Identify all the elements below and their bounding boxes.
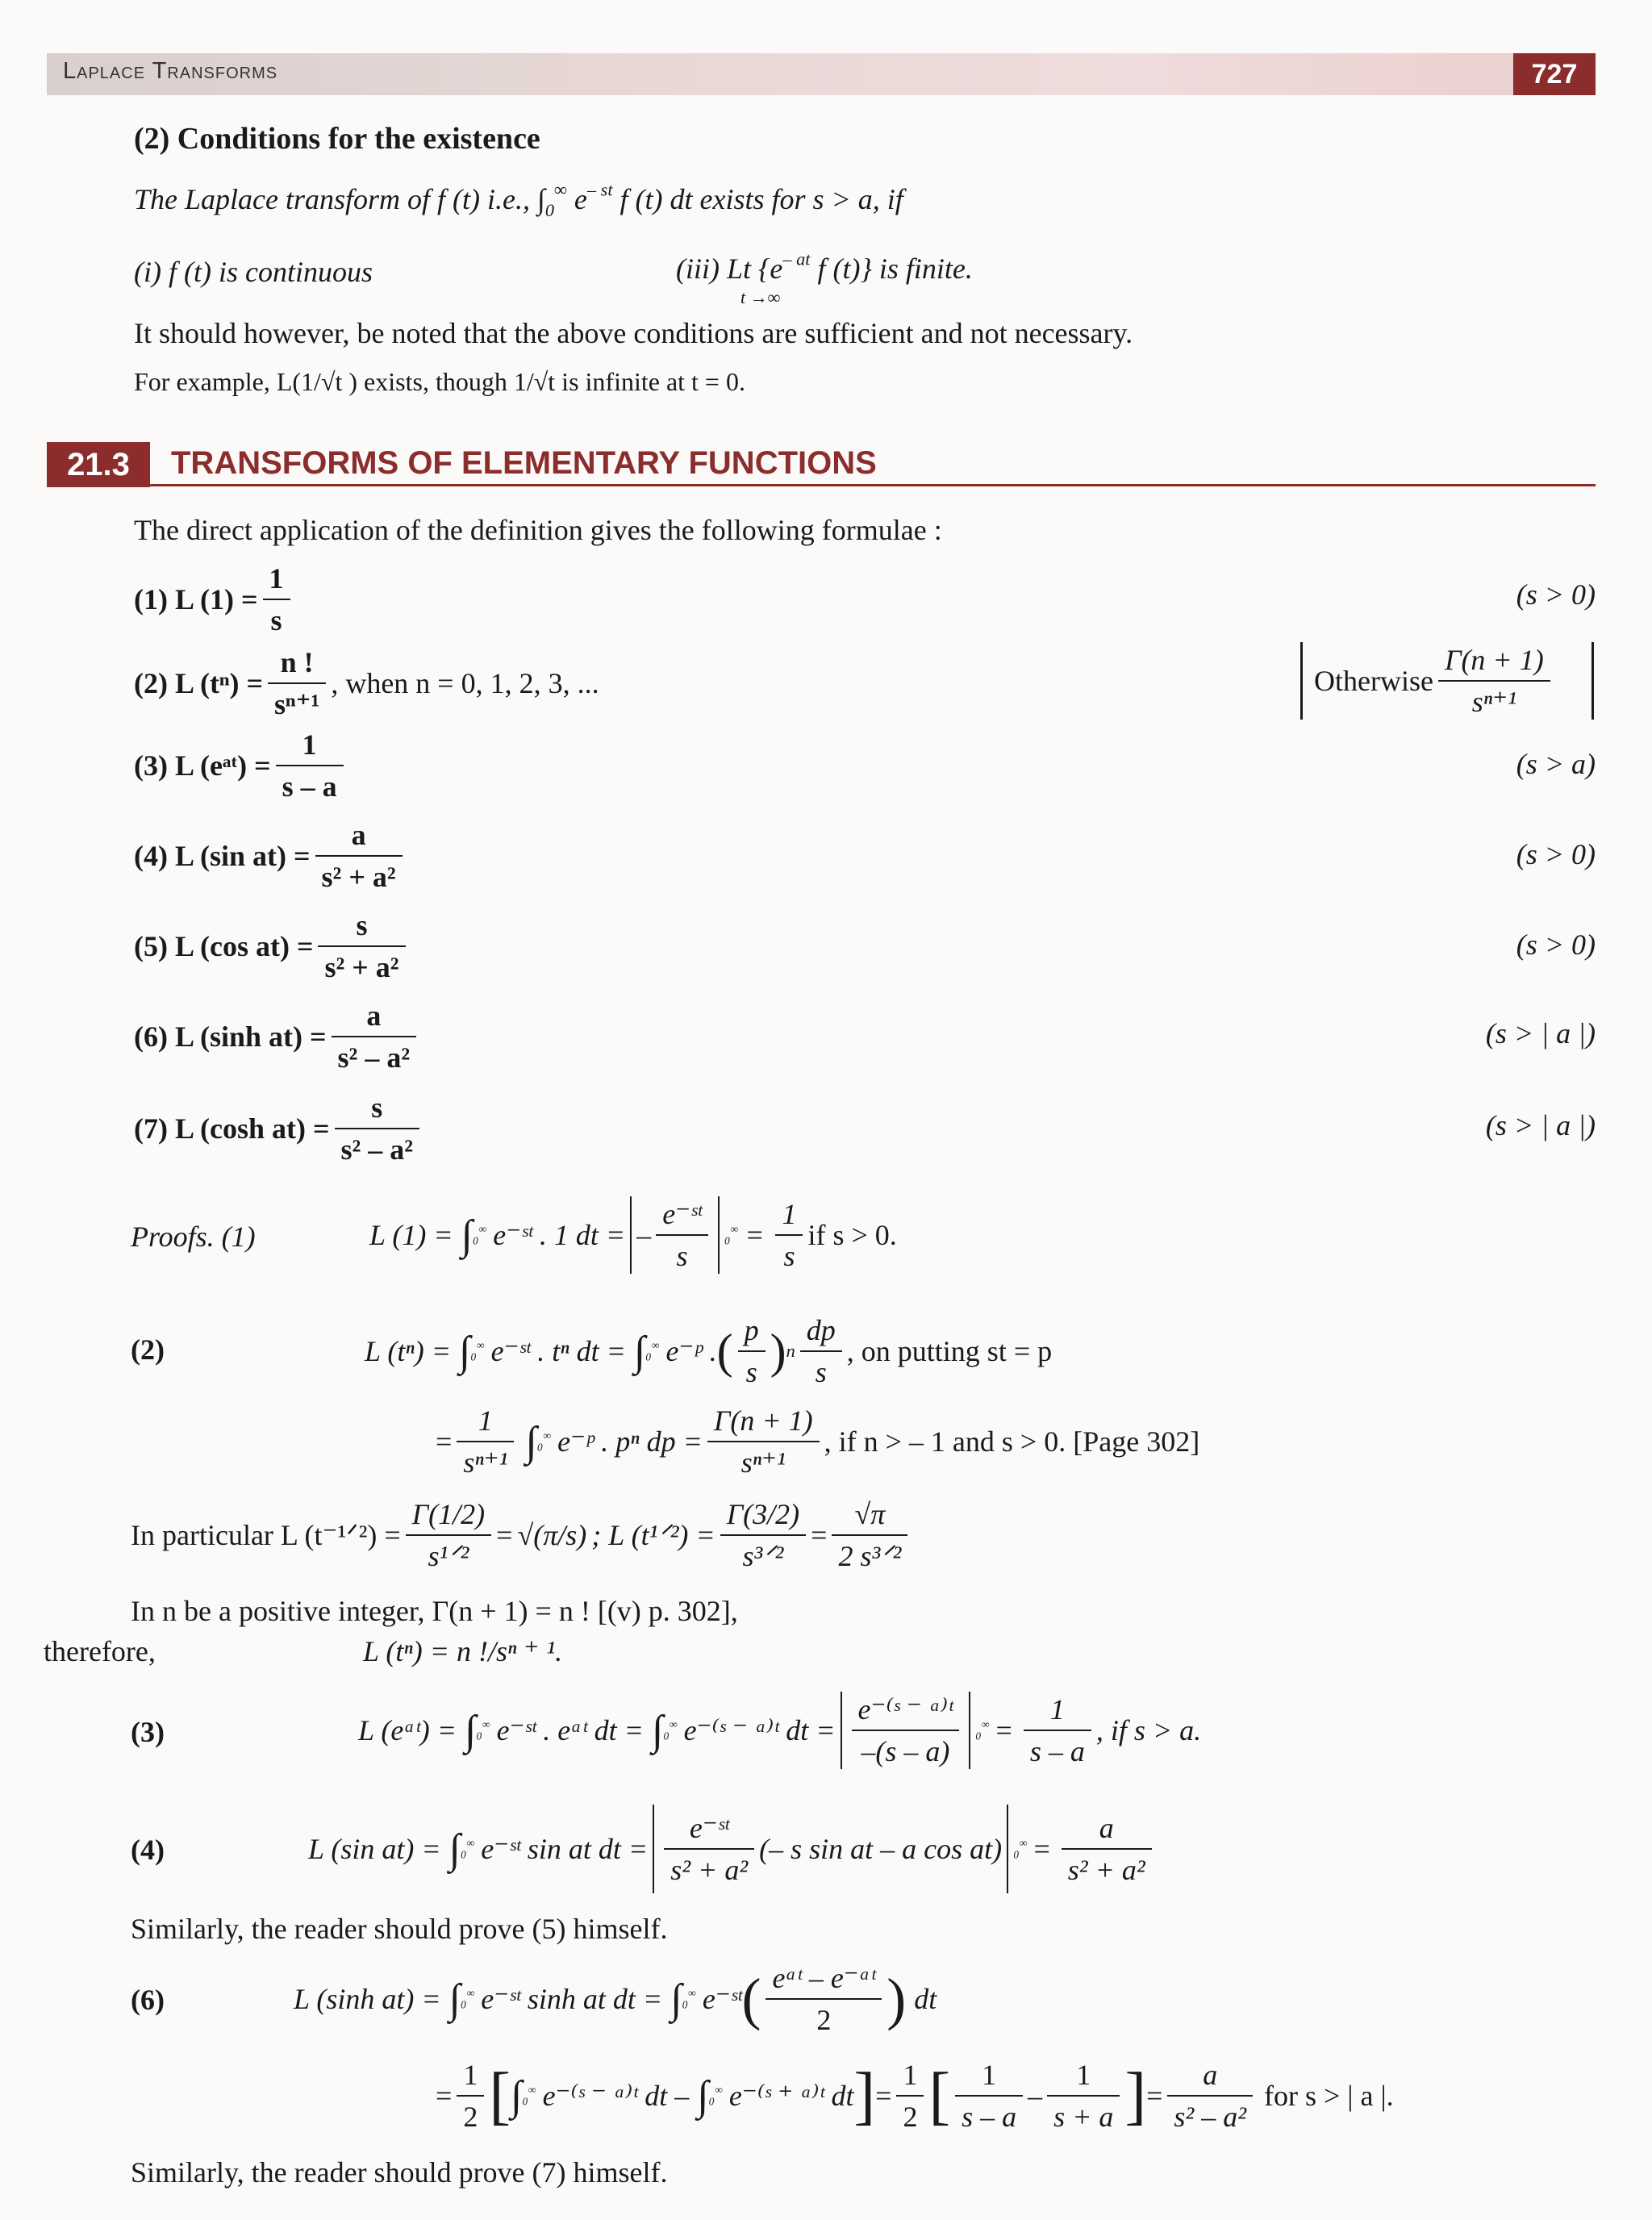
condition-i: (i) f (t) is continuous [134,256,373,288]
proof-1: L (1) = ∫ ₀∞ e⁻ˢᵗ . 1 dt = – $\frac{\text{e⁻ˢᵗ}}{s}$ ₀∞ = $\frac{1}{s}$ if s > 0. [369,1198,897,1272]
similar-5: Similarly, the reader should prove (5) himself. [131,1913,668,1945]
formula-3: (3) L (eᵃᵗ) = $\frac{1}{s - a}$ [134,728,348,803]
limit-subscript: t →∞ [740,287,781,307]
integer-line: In n be a positive integer, Γ(n + 1) = n ! [(v) p. 302], [131,1595,738,1627]
formula-6: (6) L (sinh at) = $\frac{a}{\text{s² – a²}}$ [134,999,421,1075]
running-title: Laplace Transforms [63,58,278,84]
section-rule [150,484,1596,486]
proof-2-label: (2) [131,1333,165,1366]
formula-4-condition: (s > 0) [1516,838,1596,870]
formula-3-condition: (s > a) [1516,748,1596,780]
formula-2: (2) L (tⁿ) = $\frac{n !}{\text{sⁿ⁺¹}}$ , when n = 0, 1, 2, 3, ... [134,646,599,720]
formula-7-condition: (s > | a |) [1485,1109,1596,1141]
therefore-equation: L (tⁿ) = n !/sⁿ ⁺ ¹. [363,1635,563,1667]
formula-5: (5) L (cos at) = $\frac{s}{\text{s² + a²}}$ [134,908,411,984]
proof-2-continued: = $\frac{1}{\text{sⁿ⁺¹}}$ ∫ ₀∞ e⁻ᵖ . pⁿ dp = $\frac{\Gamma(n + 1)}{\text{sⁿ⁺¹}}$ , if n > – 1 and s > 0. [Page 302] [436,1404,1200,1479]
proof-4: L (sin at) = ∫ ₀∞ e⁻ˢᵗ sin at dt = $\frac{\text{e⁻ˢᵗ}}{\text{s² + a²}}$ (– s sin at – a cos at) ₀∞ = $\frac{a}{\text{s² + a²}}$ [308,1802,1157,1896]
section-title: TRANSFORMS OF ELEMENTARY FUNCTIONS [171,445,877,481]
existence-example: For example, L(1/√t ) exists, though 1/√t is infinite at t = 0. [134,367,745,396]
formula-1: (1) L (1) = $\frac{1}{s}$ [134,561,295,637]
formula-6-condition: (s > | a |) [1485,1017,1596,1049]
formula-2-otherwise: Otherwise $\frac{\Gamma(n + 1)}{\text{sⁿ⁺¹}}$ [1300,642,1594,720]
formula-5-condition: (s > 0) [1516,928,1596,961]
existence-statement: The Laplace transform of f (t) i.e., $\int_0^\infty$ $e^{- st}$ f (t) dt exists for s > a, if [134,179,903,220]
therefore-label: therefore, [44,1635,156,1667]
section-number: 21.3 [47,442,150,487]
intro-text: The direct application of the definition gives the following formulae : [134,514,942,546]
in-particular: In particular L (t⁻¹ᐟ²) = $\frac{\Gamma(1/2)}{\text{s¹ᐟ²}}$ = √(π/s) ; L (t¹ᐟ²) = $\frac{\Gamma(3/2)}{\text{s³ᐟ²}}$ = $\frac{√\pi}{\text{2 s³ᐟ²}}$ [131,1491,912,1579]
formula-7: (7) L (cosh at) = $\frac{s}{\text{s² – a²}}$ [134,1091,424,1166]
formula-1-condition: (s > 0) [1516,578,1596,611]
formula-4: (4) L (sin at) = $\frac{a}{\text{s² + a²}}$ [134,818,407,894]
proof-3: L (eᵃᵗ) = ∫ ₀∞ e⁻ˢᵗ . eᵃᵗ dt = ∫ ₀∞ e⁻⁽ˢ ⁻ ᵃ⁾ᵗ dt = $\frac{\text{e⁻⁽ˢ ⁻ ᵃ⁾ᵗ}}{-(s - a)}$ ₀∞ = $\frac{1}{s - a}$ , if s > a. [358,1693,1202,1767]
proof-6: L (sinh at) = ∫ ₀∞ e⁻ˢᵗ sinh at dt = ∫ ₀∞ e⁻ˢᵗ ( $\frac{\text{eᵃᵗ – e⁻ᵃᵗ}}{2}$ ) dt [294,1962,937,2036]
proof-6-label: (6) [131,1984,165,2016]
similar-7: Similarly, the reader should prove (7) himself. [131,2156,668,2189]
proof-2: L (tⁿ) = ∫ ₀∞ e⁻ˢᵗ . tⁿ dt = ∫ ₀∞ e⁻ᵖ . ( $\frac{p}{s}$ ) n $\frac{dp}{s}$ , on putting st = p [365,1314,1053,1388]
proof-4-label: (4) [131,1834,165,1866]
proofs-label: Proofs. (1) [131,1221,256,1253]
proof-6-continued: = $\frac{1}{2}$ [ ∫ ₀∞ e⁻⁽ˢ ⁻ ᵃ⁾ᵗ dt – ∫ ₀∞ e⁻⁽ˢ ⁺ ᵃ⁾ᵗ dt ] = $\frac{1}{2}$ [ $\frac{1}{s - a}$ – $\frac{1}{s + a}$ ] = $\frac{a}{\text{s² – a²}}$ for s > | a |. [436,2059,1394,2133]
condition-iii: (iii) Lt {$e^{- at}$ f (t)} is finite. [676,248,973,285]
page-number: 727 [1513,53,1596,95]
running-header-band [47,53,1596,95]
existence-heading: (2) Conditions for the existence [134,122,540,156]
existence-note: It should however, be noted that the above conditions are sufficient and not necessary. [134,317,1133,349]
proof-3-label: (3) [131,1716,165,1748]
